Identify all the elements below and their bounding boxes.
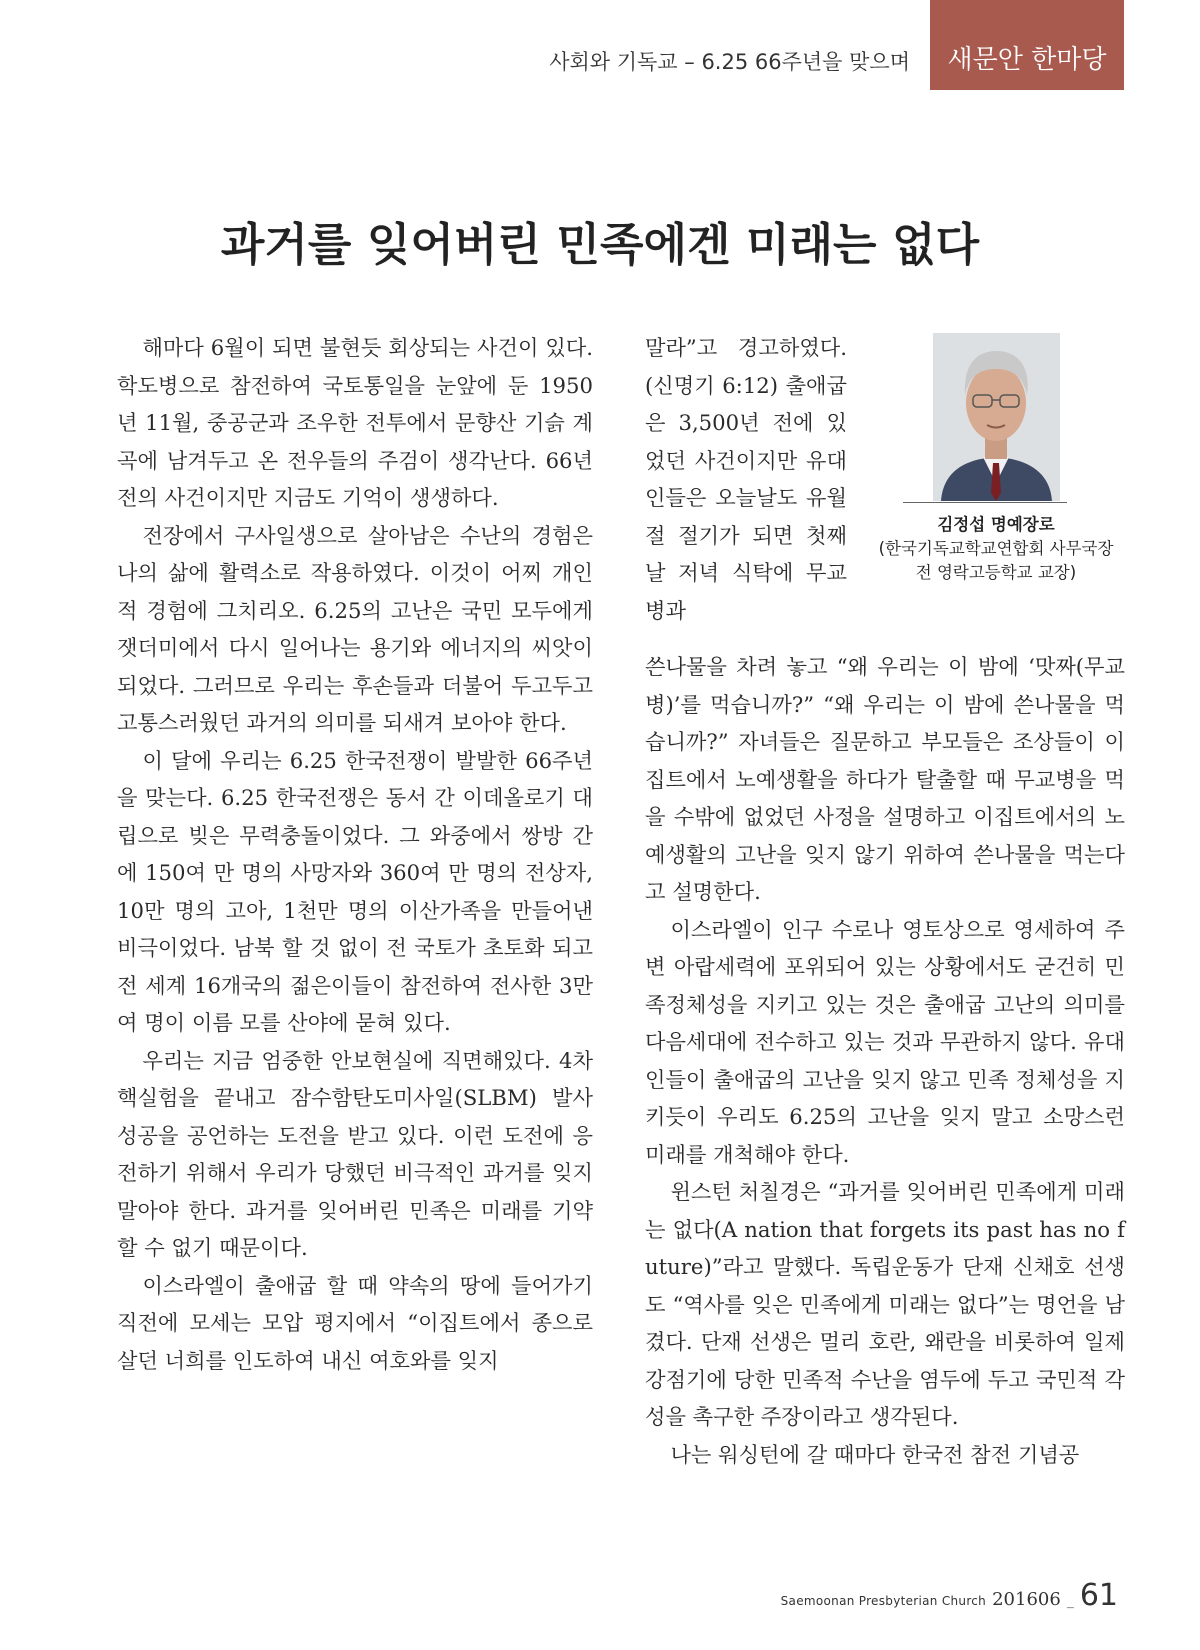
- page-number: 61: [1079, 1578, 1118, 1613]
- paragraph: 우리는 지금 엄중한 안보현실에 직면해있다. 4차 핵실험을 끝내고 잠수함탄도미사일(SLBM) 발사 성공을 공언하는 도전을 받고 있다. 이런 도전에 응전하기 위해서 우리가 당했던 비극적인 과거를 잊지 말아야 한다. 과거를 잊어버린 민족은 미래를 기약할 수 없기 때문이다.: [117, 1047, 593, 1260]
- paragraph: 이스라엘이 인구 수로나 영토상으로 영세하여 주변 아랍세력에 포위되어 있는 상황에서도 굳건히 민족정체성을 지키고 있는 것은 출애굽 고난의 의미를 다음세대에 전수하고 있는 것과 무관하지 않다. 유대인들이 출애굽의 고난을 잊지 않고 민족 정체성을 지키듯이 우리도 6.25의 고난을 잊지 말고 소망스런 미래를 개척해야 한다.: [645, 916, 1125, 1167]
- church-name: Saemoonan Presbyterian Church: [780, 1594, 987, 1608]
- column-tab: 새문안 한마당: [930, 0, 1124, 90]
- section-label: 사회와 기독교 – 6.25 66주년을 맞으며: [549, 50, 910, 74]
- paragraph: 이스라엘이 출애굽 할 때 약속의 땅에 들어가기 직전에 모세는 모압 평지에서 “이집트에서 종으로 살던 너희를 인도하여 내신 여호와를 잊지: [117, 1272, 593, 1373]
- author-affiliation: 전 영락고등학교 교장): [915, 563, 1077, 582]
- photo-divider: [903, 502, 1067, 503]
- right-column-top: [645, 329, 847, 629]
- author-caption: [865, 513, 1127, 585]
- paragraph: 윈스턴 처칠경은 “과거를 잊어버린 민족에게 미래는 없다(A nation that forgets its past has no future)”라고 말했다. 독립운동가 단재 신채호 선생도 “역사를 잊은 민족에게 미래는 없다”는 명언을 남겼다. 단재 선생은 멀리 호란, 왜란을 비롯하여 일제강점기에 당한 민족적 수난을 염두에 두고 국민적 각성을 촉구한 주장이라고 생각된다.: [645, 1179, 1125, 1429]
- paragraph: 해마다 6월이 되면 불현듯 회상되는 사건이 있다. 학도병으로 참전하여 국토통일을 눈앞에 둔 1950년 11월, 중공군과 조우한 전투에서 문향산 기슭 계곡에 남겨두고 온 전우들의 주검이 생각난다. 66년 전의 사건이지만 지금도 기억이 생생하다.: [117, 335, 593, 510]
- paragraph: 전장에서 구사일생으로 살아남은 수난의 경험은 나의 삶에 활력소로 작용하였다. 이것이 어찌 개인적 경험에 그치리오. 6.25의 고난은 국민 모두에게 잿더미에서 다시 일어나는 용기와 에너지의 씨앗이 되었다. 그러므로 우리는 후손들과 더불어 두고두고 고통스러웠던 과거의 의미를 되새겨 보아야 한다.: [117, 522, 593, 735]
- paragraph-continued: 말라”고 경고하였다.(신명기 6:12) 출애굽은 3,500년 전에 있었던 사건이지만 유대인들은 오늘날도 유월절 절기가 되면 첫째 날 저녁 식탁에 무교병과: [645, 335, 847, 623]
- author-photo: [933, 333, 1060, 501]
- paragraph: 쓴나물을 차려 놓고 “왜 우리는 이 밤에 ‘맛짜(무교병)’를 먹습니까?” “왜 우리는 이 밤에 쓴나물을 먹습니까?” 자녀들은 질문하고 부모들은 조상들이 이집트에서 노예생활을 하다가 탈출할 때 무교병을 먹을 수밖에 없었던 사정을 설명하고 이집트에서의 노예생활의 고난을 잊지 않기 위하여 쓴나물을 먹는다고 설명한다.: [645, 654, 1125, 904]
- issue-number: 201606: [992, 1589, 1061, 1610]
- paragraph: 나는 워싱턴에 갈 때마다 한국전 참전 기념공: [670, 1441, 1080, 1467]
- paragraph: 이 달에 우리는 6.25 한국전쟁이 발발한 66주년을 맞는다. 6.25 한국전쟁은 동서 간 이데올로기 대립으로 빚은 무력충돌이었다. 그 와중에서 쌍방 간에 150여 만 명의 사망자와 360여 만 명의 전상자, 10만 명의 고아, 1천만 명의 이산가족을 만들어낸 비극이었다. 남북 할 것 없이 전 국토가 초토화 되고 전 세계 16개국의 젊은이들이 참전하여 전사한 3만여 명이 이름 모를 산야에 묻혀 있다.: [117, 747, 593, 1035]
- right-column: [645, 648, 1125, 1473]
- footer-separator: _: [1066, 1593, 1074, 1609]
- article-title: 과거를 잊어버린 민족에겐 미래는 없다: [220, 218, 980, 272]
- author-affiliation: (한국기독교학교연합회 사무국장: [878, 539, 1114, 558]
- author-name: 김정섭 명예장로: [937, 515, 1055, 534]
- left-column: [117, 329, 593, 1379]
- page-footer: [781, 1578, 1118, 1613]
